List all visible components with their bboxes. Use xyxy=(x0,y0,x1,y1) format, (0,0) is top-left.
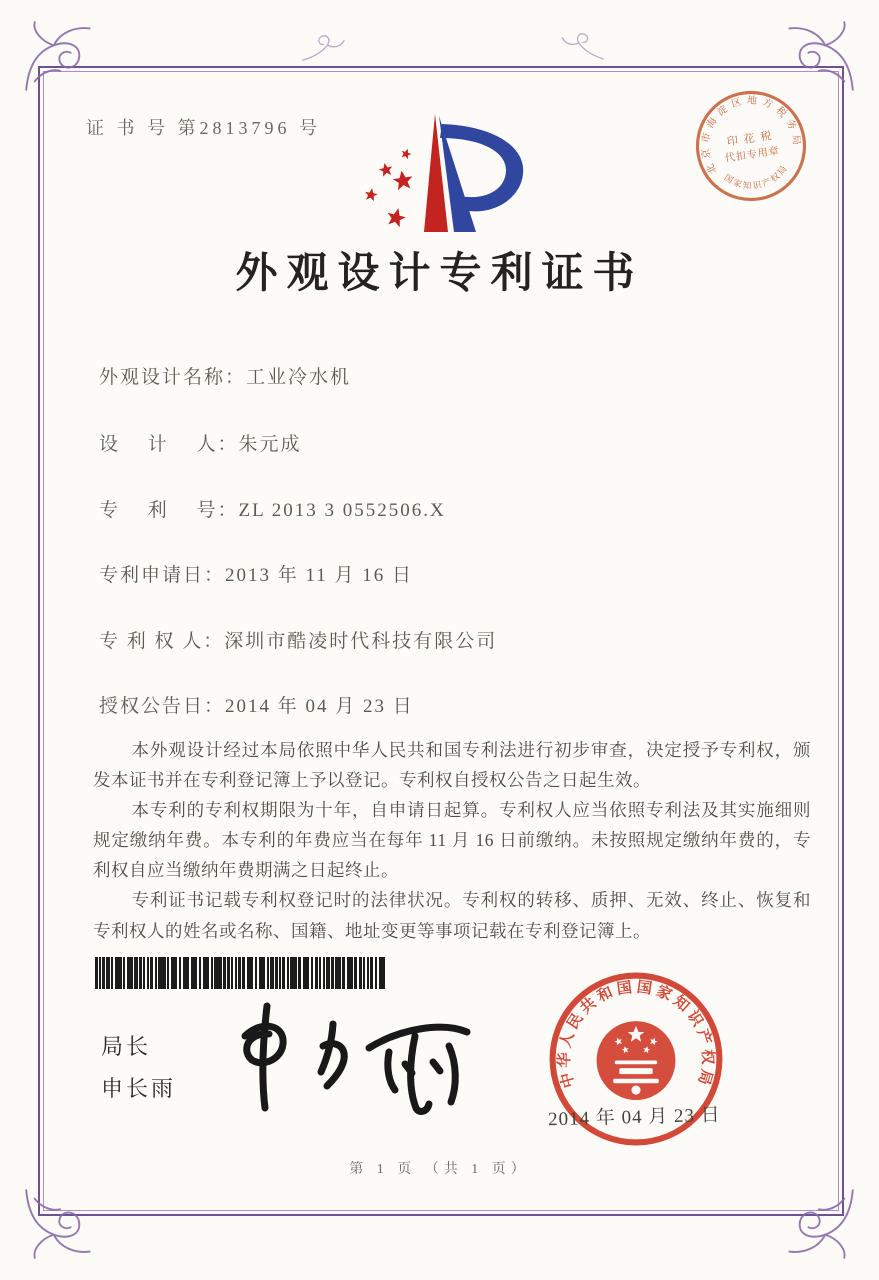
field-value: 朱元成 xyxy=(238,434,302,455)
director-title: 局长 xyxy=(101,1034,152,1059)
field-value: 深圳市酷凌时代科技有限公司 xyxy=(224,631,498,652)
field-designer xyxy=(99,429,302,456)
field-value: ZL 2013 3 0552506.X xyxy=(238,500,446,521)
field-value: 工业冷水机 xyxy=(246,367,352,388)
seal-ring-text: 中华人民共和国国家知识产权局 xyxy=(556,978,716,1091)
body-paragraph: 本专利的专利权期限为十年，自申请日起算。专利权人应当依照专利法及其实施细则规定缴纳年费。本专利的年费应当在每年 11 月 16 日前缴纳。未按照规定缴纳年费的，专利权自应当缴纳年费期满之日起终止。 xyxy=(93,800,811,881)
tax-seal-ring-top: 北京市海淀区地方税务局 xyxy=(700,95,802,176)
stamp-tax-seal xyxy=(684,79,817,212)
field-label: 专利申请日： xyxy=(99,565,226,586)
svg-text:北京市海淀区地方税务局 xyxy=(692,86,807,176)
border-flourish-icon xyxy=(22,20,96,94)
field-design-name xyxy=(99,362,351,389)
border-flourish-icon xyxy=(22,1186,96,1260)
certificate-number: 证 书 号 第2813796 号 xyxy=(86,118,321,138)
border-flourish-icon xyxy=(558,26,609,77)
barcode xyxy=(95,957,387,989)
tax-seal-ring-bottom: 国家知识产权局 xyxy=(722,162,790,191)
certificate-body xyxy=(93,735,811,946)
field-value: 2014 年 04 月 23 日 xyxy=(225,696,414,717)
body-paragraph: 本外观设计经过本局依照中华人民共和国专利法进行初步审查，决定授予专利权，颁发本证书并在专利登记簿上予以登记。专利权自授权公告之日起生效。 xyxy=(93,740,811,791)
seal-date: 2014 年 04 月 23 日 xyxy=(547,1104,722,1131)
field-label: 专 利 号： xyxy=(99,500,239,521)
tax-seal-line2: 代扣专用章 xyxy=(724,145,781,165)
sipo-logo-icon xyxy=(336,108,560,240)
field-value: 2013 年 11 月 16 日 xyxy=(225,565,414,586)
director-name: 申长雨 xyxy=(101,1076,177,1101)
footer-page-info: 第 1 页 （共 1 页） xyxy=(349,1162,530,1177)
field-label: 专 利 权 人： xyxy=(99,631,225,652)
border-flourish-icon xyxy=(783,1186,857,1260)
field-filing-date xyxy=(99,560,413,587)
page-title: 外观设计专利证书 xyxy=(235,251,644,297)
field-patentee xyxy=(99,626,497,653)
field-label: 授权公告日： xyxy=(99,696,226,717)
field-label: 设 计 人： xyxy=(99,434,239,455)
director-signature xyxy=(205,992,490,1122)
field-patent-number xyxy=(99,495,446,522)
border-flourish-icon xyxy=(297,27,349,79)
body-paragraph: 专利证书记载专利权登记时的法律状况。专利权的转移、质押、无效、终止、恢复和专利权人的姓名或名称、国籍、地址变更等事项记载在专利登记簿上。 xyxy=(93,890,811,941)
tax-seal-line1: 印 花 税 xyxy=(726,129,774,149)
field-grant-date xyxy=(99,691,414,718)
national-emblem-icon xyxy=(597,1021,676,1100)
field-label: 外观设计名称： xyxy=(99,367,247,388)
